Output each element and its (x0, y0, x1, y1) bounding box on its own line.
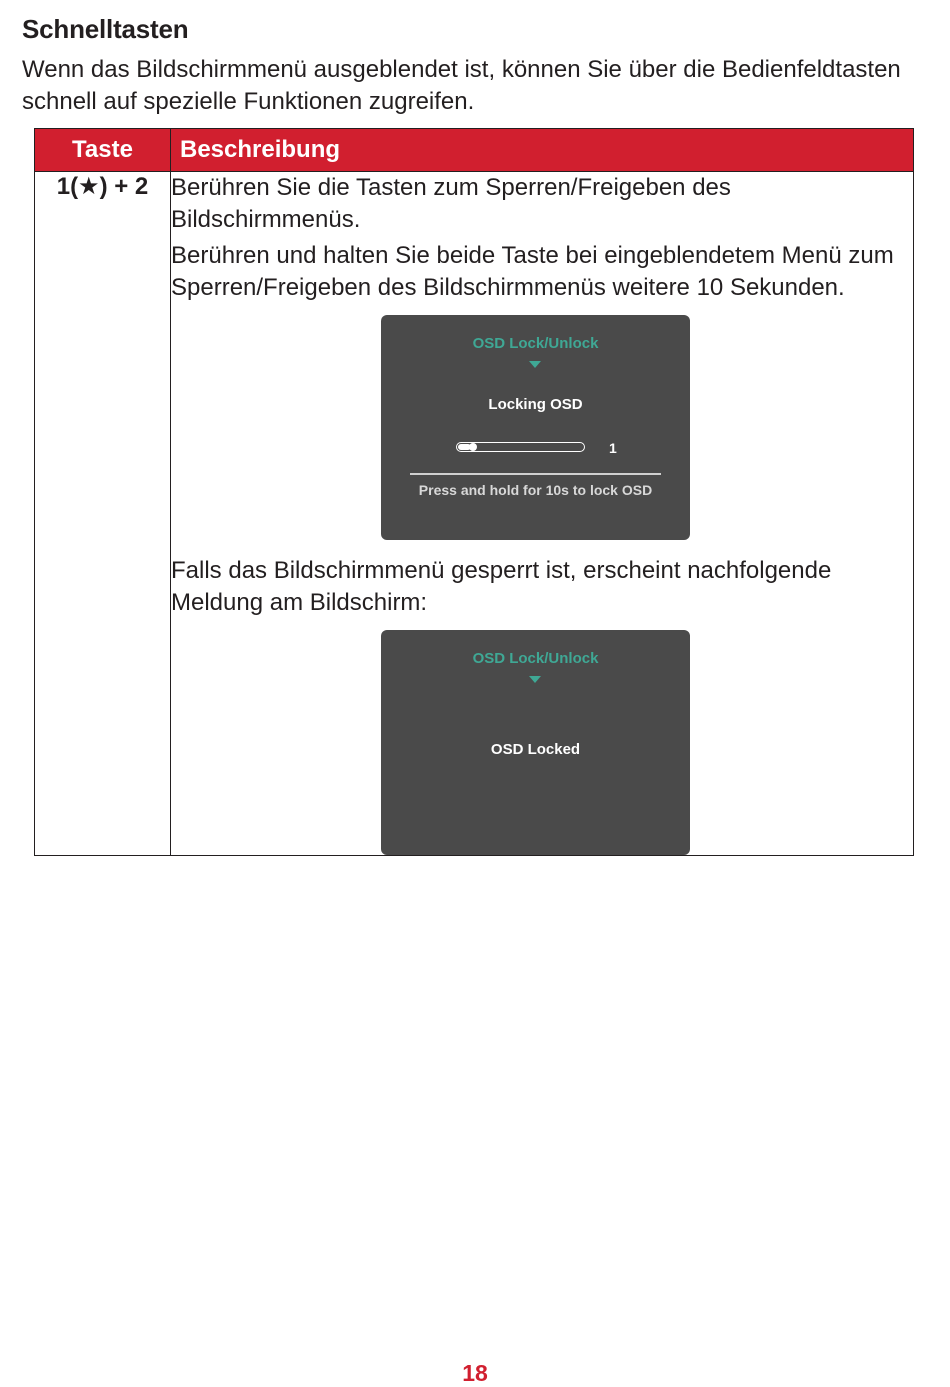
page-number: 18 (462, 1360, 488, 1386)
osd-title: OSD Lock/Unlock (472, 650, 599, 667)
description-cell (171, 172, 914, 856)
description-paragraph-3: Falls das Bildschirmmenü gesperrt ist, erscheint nachfolgende Meldung am Bildschirm: (171, 557, 832, 616)
osd-message: Locking OSD (488, 396, 583, 413)
description-paragraph-2: Berühren und halten Sie beide Taste bei eingeblendetem Menü zum Sperren/Freigeben des Bildschirmmenüs weitere 10 Sekunden. (171, 242, 894, 301)
description-paragraph-1: Berühren Sie die Tasten zum Sperren/Freigeben des Bildschirmmenüs. (171, 174, 731, 233)
osd-locking-screenshot (381, 315, 690, 540)
table-row (35, 172, 914, 856)
osd-progress-bar (456, 442, 585, 452)
intro-text: Wenn das Bildschirmmenü ausgeblendet ist, können Sie über die Bedienfeldtasten schnell auf spezielle Funktionen zugreifen. (22, 56, 901, 115)
shortcut-table (34, 128, 914, 856)
osd-divider (410, 473, 661, 475)
column-header-key: Taste (35, 129, 171, 172)
section-heading: Schnelltasten (22, 14, 189, 44)
osd-message: OSD Locked (490, 741, 581, 758)
table-header-row (35, 129, 914, 172)
osd-progress-knob (469, 443, 477, 451)
key-combination: 1(★) + 2 (35, 172, 171, 856)
osd-progress-count: 1 (609, 440, 617, 456)
osd-title: OSD Lock/Unlock (472, 335, 599, 352)
column-header-description: Beschreibung (171, 129, 914, 172)
triangle-down-icon (529, 361, 541, 368)
osd-hint: Press and hold for 10s to lock OSD (418, 482, 653, 498)
osd-locked-screenshot (381, 630, 690, 855)
triangle-down-icon (529, 676, 541, 683)
